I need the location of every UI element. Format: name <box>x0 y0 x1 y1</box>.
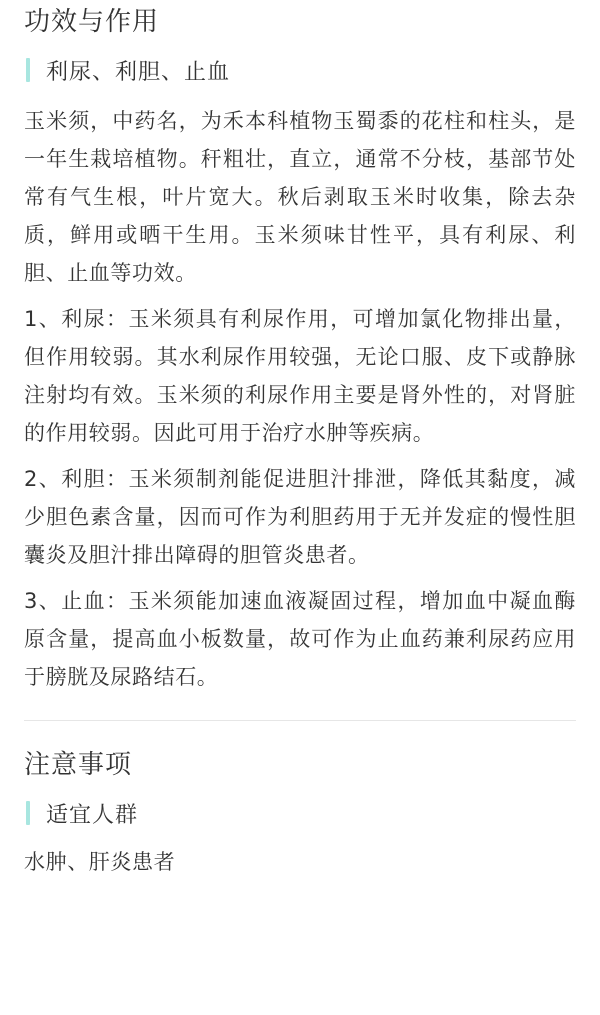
intro-paragraph: 玉米须，中药名，为禾本科植物玉蜀黍的花柱和柱头，是一年生栽培植物。秆粗壮，直立，通常不分枝，基部节处常有气生根，叶片宽大。秋后剥取玉米时收集，除去杂质，鲜用或晒干生用。玉米须味甘性平，具有利尿、利胆、止血等功效。 <box>24 109 576 285</box>
accent-bar <box>26 801 30 825</box>
accent-bar <box>26 58 30 82</box>
subheading-effects <box>24 52 576 88</box>
section-title-precautions: 注意事项 <box>24 750 133 780</box>
diuretic-paragraph: 1、利尿：玉米须具有利尿作用，可增加氯化物排出量，但作用较弱。其水利尿作用较强，无论口服、皮下或静脉注射均有效。玉米须的利尿作用主要是肾外性的，对肾脏的作用较弱。因此可用于治疗水肿等疾病。 <box>24 307 576 445</box>
section-divider <box>24 720 576 721</box>
hemostatic-paragraph: 3、止血：玉米须能加速血液凝固过程，增加血中凝血酶原含量，提高血小板数量，故可作为止血药兼利尿药应用于膀胱及尿路结石。 <box>24 589 576 689</box>
subheading-effects-label: 利尿、利胆、止血 <box>46 59 231 85</box>
section-title-effects: 功效与作用 <box>24 7 160 37</box>
subheading-precautions <box>24 795 576 831</box>
suitable-people-paragraph: 水肿、肝炎患者 <box>24 850 176 874</box>
subheading-precautions-label: 适宜人群 <box>46 802 139 828</box>
choleretic-paragraph: 2、利胆：玉米须制剂能促进胆汁排泄，降低其黏度，减少胆色素含量，因而可作为利胆药用于无并发症的慢性胆囊炎及胆汁排出障碍的胆管炎患者。 <box>24 467 576 567</box>
